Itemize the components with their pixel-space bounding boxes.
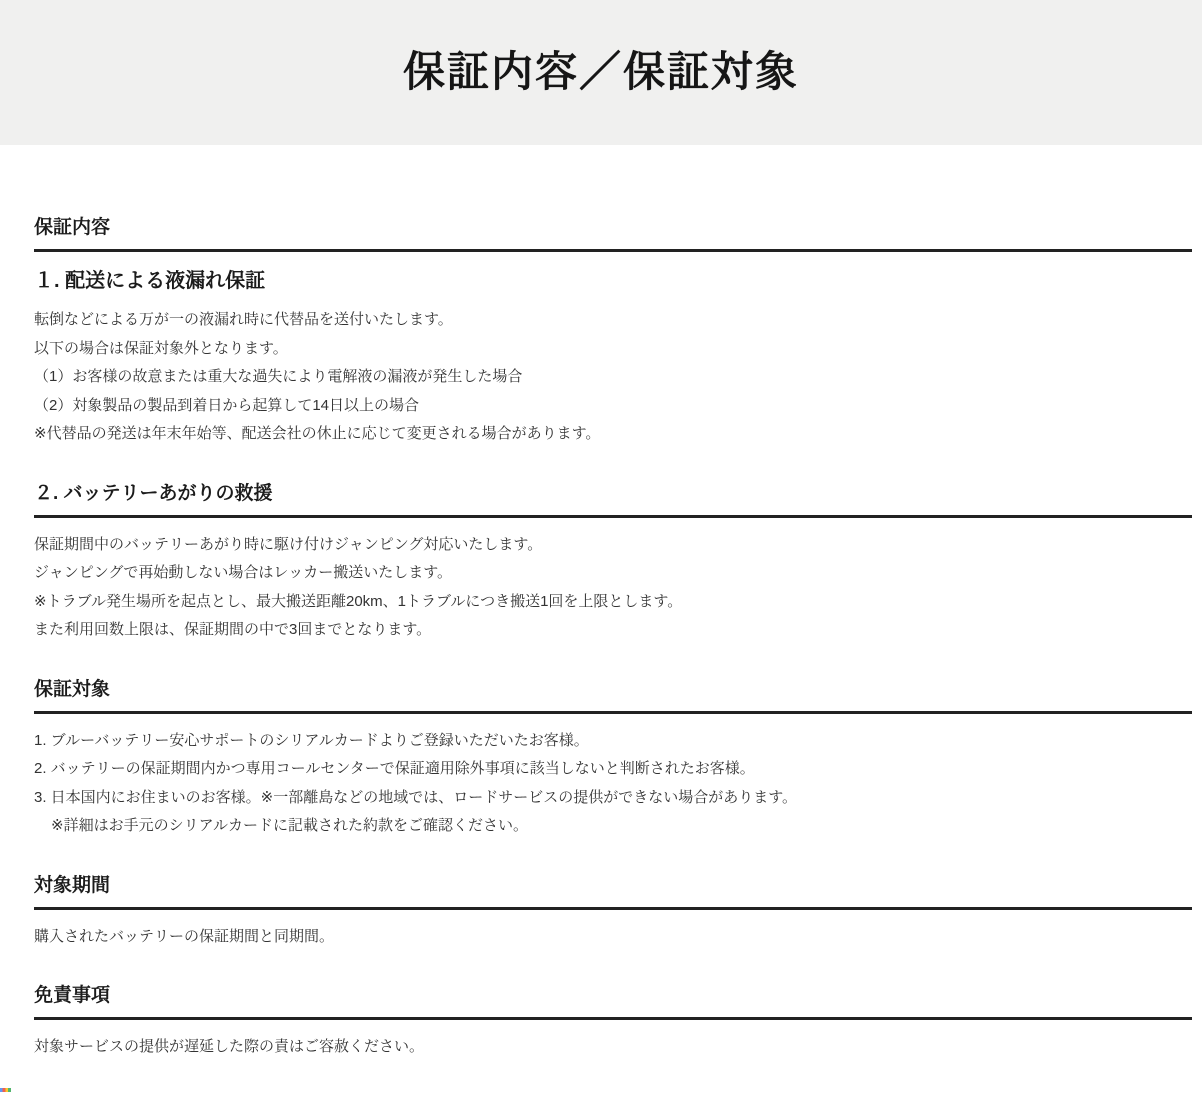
- list-warranty-coverage: [34, 727, 1192, 841]
- section-warranty-coverage: [34, 678, 1192, 841]
- page-title: 保証内容／保証対象: [402, 48, 799, 96]
- list-item: 3. 日本国内にお住まいのお客様。※一部離島などの地域では、ロードサービスの提供ができない場合があります。: [34, 788, 798, 806]
- list-item: 2. バッテリーの保証期間内かつ専用コールセンターで保証適用除外事項に該当しないと判断されたお客様。: [34, 760, 755, 777]
- corner-artifact: [0, 1088, 11, 1092]
- text-line: 対象サービスの提供が遅延した際の責はご容赦ください。: [34, 1038, 425, 1055]
- paragraph-battery-rescue: [34, 531, 1192, 645]
- text-line: ジャンピングで再始動しない場合はレッカー搬送いたします。: [34, 564, 453, 581]
- subsection-battery-rescue: [34, 482, 1192, 645]
- text-line: また利用回数上限は、保証期間の中で3回までとなります。: [34, 621, 432, 638]
- section-coverage-period: [34, 874, 1192, 952]
- paragraph-delivery-leak: [34, 306, 1192, 449]
- text-line: 転倒などによる万が一の液漏れ時に代替品を送付いたします。: [34, 311, 453, 328]
- text-line: （2）対象製品の製品到着日から起算して14日以上の場合: [34, 396, 420, 414]
- text-line: 購入されたバッテリーの保証期間と同期間。: [34, 927, 335, 945]
- text-line: 保証期間中のバッテリーあがり時に駆け付けジャンピング対応いたします。: [34, 535, 543, 553]
- subsection-heading-battery-rescue: ２. バッテリーあがりの救援: [34, 482, 1192, 518]
- content-area: [0, 216, 1202, 1062]
- section-disclaimer: [34, 984, 1192, 1062]
- paragraph-coverage-period: [34, 923, 1192, 952]
- section-heading-warranty-details: 保証内容: [34, 216, 1192, 252]
- subsection-heading-delivery-leak: １. 配送による液漏れ保証: [34, 270, 266, 292]
- section-heading-disclaimer: 免責事項: [34, 984, 1192, 1020]
- subsection-delivery-leak-warranty: [34, 269, 1192, 449]
- text-line: 以下の場合は保証対象外となります。: [34, 339, 288, 357]
- section-warranty-details: [34, 216, 1192, 252]
- list-item: 1. ブルーバッテリー安心サポートのシリアルカードよりご登録いただいたお客様。: [34, 731, 589, 749]
- paragraph-disclaimer: [34, 1033, 1192, 1062]
- page-header: [0, 0, 1202, 145]
- section-heading-coverage-period: 対象期間: [34, 874, 1192, 910]
- list-item-note: ※詳細はお手元のシリアルカードに記載された約款をご確認ください。: [51, 817, 528, 834]
- section-heading-warranty-coverage: 保証対象: [34, 678, 1192, 714]
- text-line-note: ※代替品の発送は年末年始等、配送会社の休止に応じて変更される場合があります。: [34, 425, 601, 442]
- text-line-note: ※トラブル発生場所を起点とし、最大搬送距離20km、1トラブルにつき搬送1回を上限とします。: [34, 592, 683, 610]
- text-line: （1）お客様の故意または重大な過失により電解液の漏液が発生した場合: [34, 368, 523, 385]
